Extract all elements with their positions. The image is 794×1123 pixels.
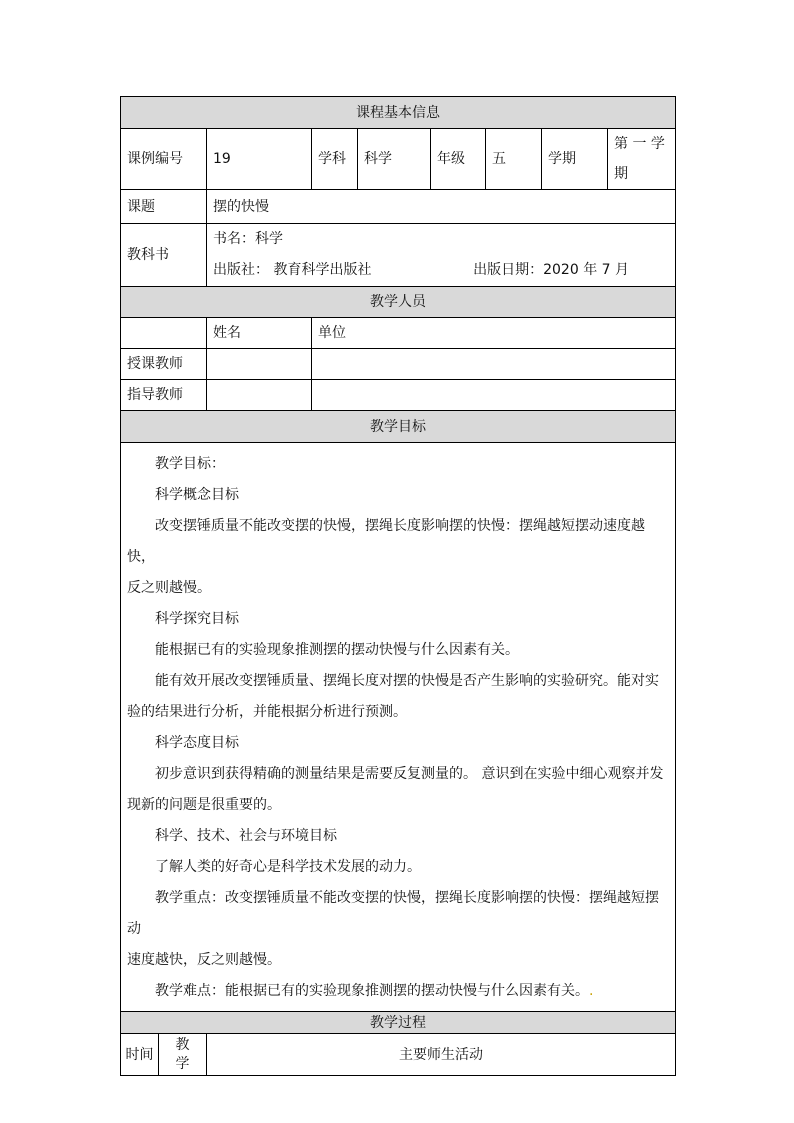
- time-header: 时间: [121, 1034, 159, 1075]
- activity-header: 主要师生活动: [399, 1046, 483, 1063]
- mentor-name: [207, 380, 312, 411]
- grade-value: 五: [486, 129, 542, 190]
- publisher: 出版社： 教育科学出版社: [213, 262, 372, 278]
- objective-line: [127, 976, 669, 1007]
- objective-line: 科学概念目标: [155, 487, 239, 503]
- section-objectives: [121, 411, 676, 443]
- objective-line: 能有效开展改变摆锤质量、摆绳长度对摆的快慢是否产生影响的实验研究。能对实: [155, 673, 659, 689]
- section-title: 课程基本信息: [121, 97, 676, 129]
- objective-line: 科学、技术、社会与环境目标: [155, 828, 337, 844]
- process-header-row: [121, 1034, 676, 1076]
- subject-value: 科学: [358, 129, 431, 190]
- teacher-label: 授课教师: [121, 349, 207, 380]
- trailing-dot: .: [589, 983, 594, 999]
- case-no-value: 19: [207, 129, 312, 190]
- objective-line: 验的结果进行分析，并能根据分析进行预测。: [127, 704, 407, 720]
- textbook-row: [121, 224, 676, 287]
- grade-label: 年级: [431, 129, 486, 190]
- teacher-unit: [312, 349, 676, 380]
- topic-label: 课题: [121, 190, 207, 224]
- teacher-name: [207, 349, 312, 380]
- section-title: 教学目标: [121, 411, 676, 443]
- difficulty-text: 教学难点：能根据已有的实验现象推测摆的摆动快慢与什么因素有关。: [155, 983, 589, 999]
- mentor-row: [121, 380, 676, 411]
- unit-header: 单位: [312, 318, 676, 349]
- mentor-unit: [312, 380, 676, 411]
- publish-date: 出版日期：2020 年 7 月: [473, 262, 629, 278]
- publisher-line: [213, 255, 669, 286]
- objective-line: 初步意识到获得精确的测量结果是需要反复测量的。 意识到在实验中细心观察并发: [155, 766, 664, 782]
- objective-line: 现新的问题是很重要的。: [127, 797, 281, 813]
- objective-line: 科学态度目标: [155, 735, 239, 751]
- book-name: 书名：科学: [213, 231, 283, 247]
- textbook-details: [207, 224, 676, 287]
- section-basic-info: [121, 97, 676, 129]
- process-header-cell: [121, 1034, 676, 1076]
- teacher-row: [121, 349, 676, 380]
- subject-label: 学科: [312, 129, 358, 190]
- objectives-row: [121, 443, 676, 1012]
- staff-header-row: [121, 318, 676, 349]
- topic-row: [121, 190, 676, 224]
- staff-header-blank: [121, 318, 207, 349]
- process-header: [121, 1034, 675, 1075]
- case-no-label: 课例编号: [121, 129, 207, 190]
- section-title: 教学人员: [121, 287, 676, 318]
- objective-line: 科学探究目标: [155, 611, 239, 627]
- objective-line: 了解人类的好奇心是科学技术发展的动力。: [155, 859, 421, 875]
- topic-value: 摆的快慢: [207, 190, 676, 224]
- name-header: 姓名: [207, 318, 312, 349]
- objective-line: 改变摆锤质量不能改变摆的快慢，摆绳长度影响摆的快慢：摆绳越短摆动速度越快，: [127, 518, 645, 565]
- section-staff: [121, 287, 676, 318]
- objective-line: 教学重点：改变摆锤质量不能改变摆的快慢，摆绳长度影响摆的快慢：摆绳越短摆动: [127, 890, 659, 937]
- info-row: [121, 129, 676, 190]
- term-value: 第 一 学 期: [608, 129, 676, 190]
- term-label: 学期: [542, 129, 608, 190]
- objectives-body: [121, 443, 676, 1012]
- mentor-label: 指导教师: [121, 380, 207, 411]
- section-title: 教学过程: [121, 1012, 676, 1034]
- textbook-label: 教科书: [121, 224, 207, 287]
- teach-header: 教 学: [159, 1034, 207, 1075]
- section-process: [121, 1012, 676, 1034]
- objective-line: 能根据已有的实验现象推测摆的摆动快慢与什么因素有关。: [155, 642, 519, 658]
- objective-line: 速度越快，反之则越慢。: [127, 952, 281, 968]
- course-table: [120, 96, 676, 1076]
- objective-line: 反之则越慢。: [127, 580, 211, 596]
- objective-line: 教学目标：: [155, 456, 225, 472]
